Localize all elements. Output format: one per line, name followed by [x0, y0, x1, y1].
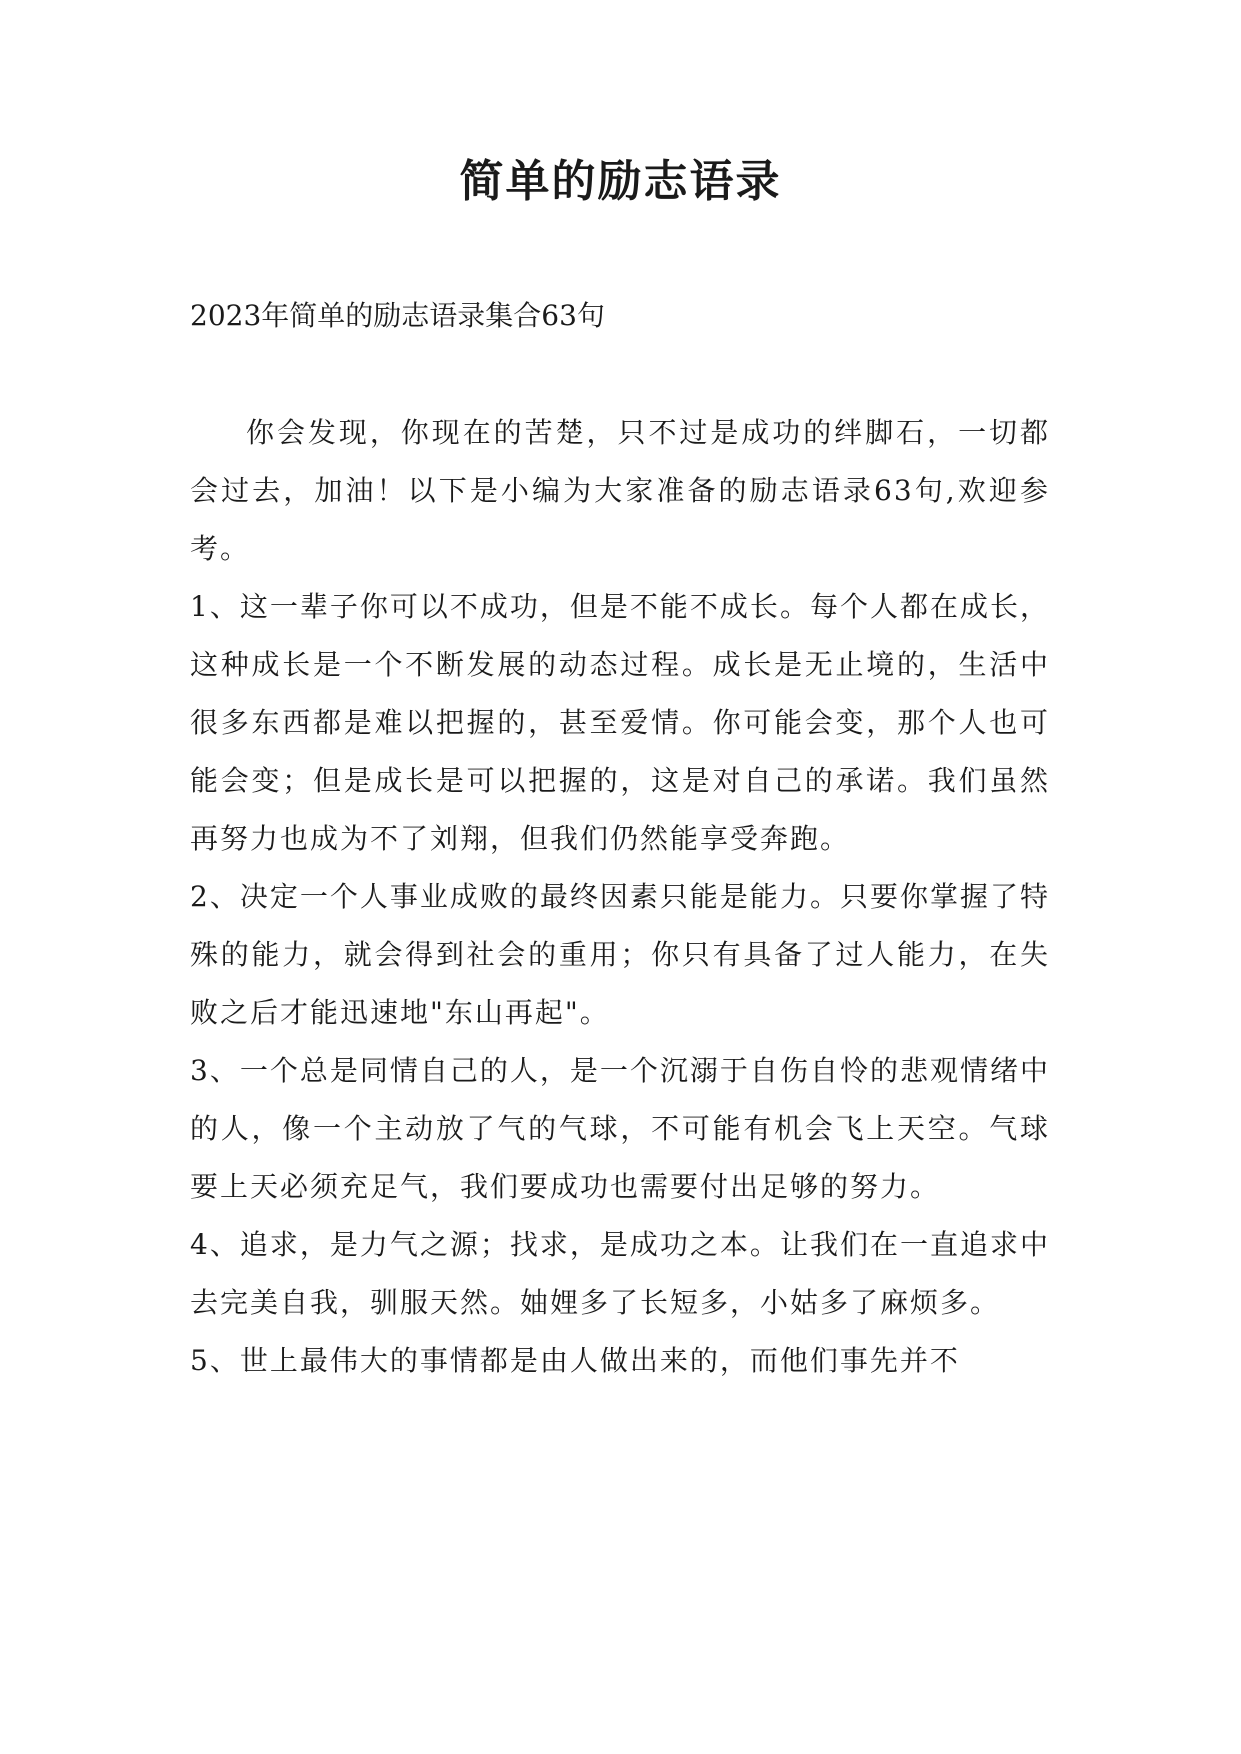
page-title: 简单的励志语录 [459, 156, 782, 207]
list-item: 1、这一辈子你可以不成功，但是不能不成长。每个人都在成长，这种成长是一个不断发展的动态过程。成长是无止境的，生活中很多东西都是难以把握的，甚至爱情。你可能会变，那个人也可能会变；但是成长是可以把握的，这是对自己的承诺。我们虽然再努力也成为不了刘翔，但我们仍然能享受奔跑。 [190, 590, 1050, 855]
list-item: 4、追求，是力气之源；找求，是成功之本。让我们在一直追求中去完美自我，驯服天然。妯娌多了长短多，小姑多了麻烦多。 [190, 1228, 1050, 1319]
document-subtitle: 2023年简单的励志语录集合63句 [190, 299, 605, 332]
list-item: 5、世上最伟大的事情都是由人做出来的，而他们事先并不 [190, 1344, 960, 1377]
document-body [190, 404, 1050, 1390]
list-item: 2、决定一个人事业成败的最终因素只能是能力。只要你掌握了特殊的能力，就会得到社会的重用；你只有具备了过人能力，在失败之后才能迅速地"东山再起"。 [190, 880, 1050, 1029]
list-item: 3、一个总是同情自己的人，是一个沉溺于自伤自怜的悲观情绪中的人，像一个主动放了气的气球，不可能有机会飞上天空。气球要上天必须充足气，我们要成功也需要付出足够的努力。 [190, 1054, 1050, 1203]
intro-paragraph: 你会发现，你现在的苦楚，只不过是成功的绊脚石，一切都会过去，加油！以下是小编为大家准备的励志语录63句,欢迎参考。 [190, 416, 1050, 565]
